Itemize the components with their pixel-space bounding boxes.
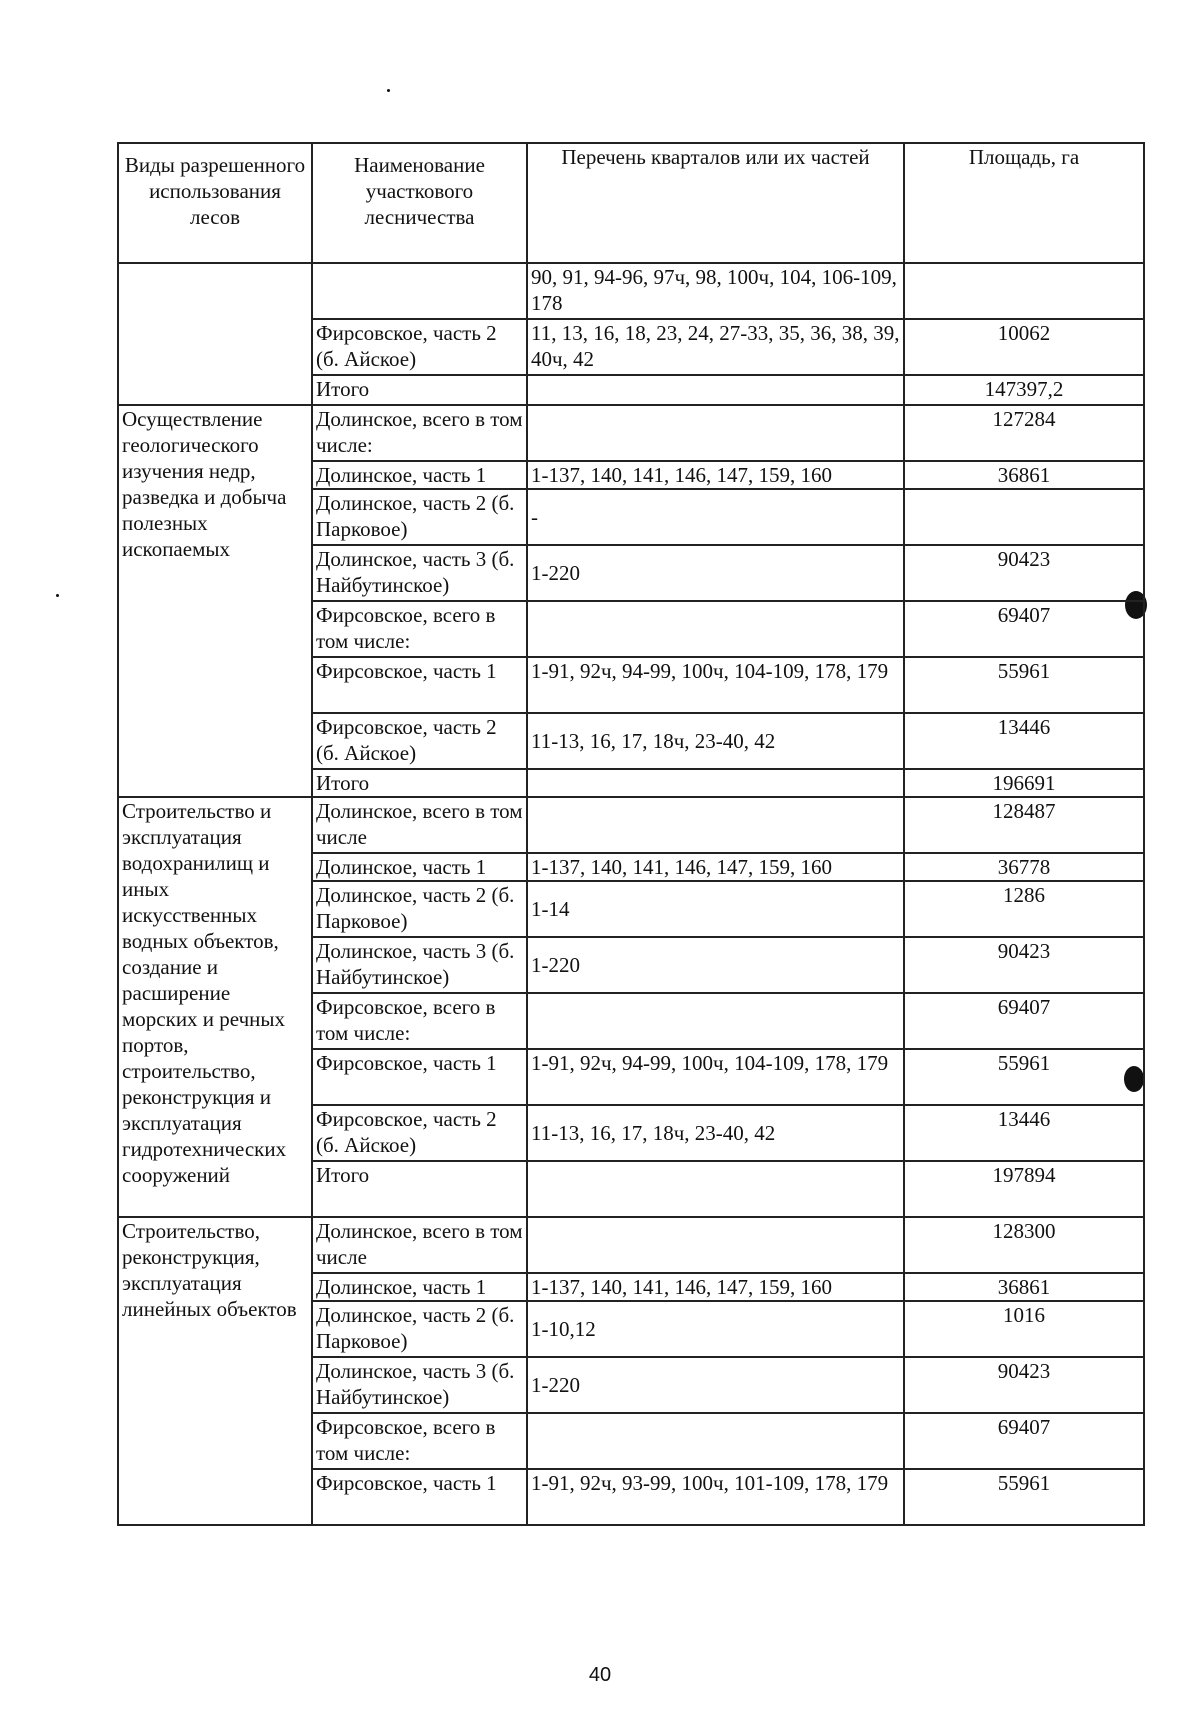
forestry-cell: Долинское, часть 1 [312, 1273, 527, 1301]
quarters-cell [527, 1217, 904, 1273]
forestry-cell: Фирсовское, часть 2 (б. Айское) [312, 1105, 527, 1161]
forest-use-table [117, 142, 1145, 1526]
forestry-cell: Фирсовское, часть 1 [312, 1049, 527, 1105]
quarters-cell: 1-14 [527, 881, 904, 937]
area-cell: 69407 [904, 993, 1144, 1049]
area-cell: 55961 [904, 657, 1144, 713]
forestry-cell: Фирсовское, всего в том числе: [312, 1413, 527, 1469]
quarters-cell [527, 375, 904, 405]
area-cell: 196691 [904, 769, 1144, 797]
forestry-cell: Долинское, всего в том числе: [312, 405, 527, 461]
header-kind: Виды разрешенного использования лесов [118, 143, 312, 263]
forestry-cell: Фирсовское, часть 2 (б. Айское) [312, 319, 527, 375]
table-row [118, 797, 1144, 853]
quarters-cell [527, 405, 904, 461]
quarters-cell: - [527, 489, 904, 545]
area-cell: 13446 [904, 713, 1144, 769]
area-cell: 90423 [904, 937, 1144, 993]
quarters-cell: 1-220 [527, 545, 904, 601]
quarters-cell [527, 769, 904, 797]
quarters-cell: 1-10,12 [527, 1301, 904, 1357]
table-row [118, 405, 1144, 461]
forestry-cell: Фирсовское, всего в том числе: [312, 601, 527, 657]
forestry-cell: Долинское, часть 1 [312, 461, 527, 489]
quarters-cell: 1-137, 140, 141, 146, 147, 159, 160 [527, 461, 904, 489]
quarters-cell: 1-220 [527, 937, 904, 993]
forestry-cell: Фирсовское, часть 1 [312, 657, 527, 713]
area-cell: 55961 [904, 1049, 1144, 1105]
table-header-row [118, 143, 1144, 263]
forestry-cell: Долинское, часть 2 (б. Парковое) [312, 489, 527, 545]
scan-speck [56, 594, 59, 597]
kind-cell: Осуществление геологического изучения недр, разведка и добыча полезных ископаемых [118, 405, 312, 797]
quarters-cell [527, 1413, 904, 1469]
forestry-cell: Итого [312, 769, 527, 797]
quarters-cell [527, 1161, 904, 1217]
forestry-cell: Долинское, часть 1 [312, 853, 527, 881]
quarters-cell: 11, 13, 16, 18, 23, 24, 27-33, 35, 36, 38, 39, 40ч, 42 [527, 319, 904, 375]
forestry-cell [312, 263, 527, 319]
quarters-cell: 11-13, 16, 17, 18ч, 23-40, 42 [527, 713, 904, 769]
quarters-cell: 1-137, 140, 141, 146, 147, 159, 160 [527, 1273, 904, 1301]
forestry-cell: Итого [312, 1161, 527, 1217]
quarters-cell: 1-91, 92ч, 94-99, 100ч, 104-109, 178, 179 [527, 1049, 904, 1105]
table-row [118, 1217, 1144, 1273]
quarters-cell: 90, 91, 94-96, 97ч, 98, 100ч, 104, 106-109, 178 [527, 263, 904, 319]
forestry-cell: Итого [312, 375, 527, 405]
quarters-cell: 11-13, 16, 17, 18ч, 23-40, 42 [527, 1105, 904, 1161]
forestry-cell: Долинское, часть 3 (б. Найбутинское) [312, 937, 527, 993]
forestry-cell: Фирсовское, всего в том числе: [312, 993, 527, 1049]
area-cell: 1286 [904, 881, 1144, 937]
table-row [118, 263, 1144, 319]
area-cell: 90423 [904, 1357, 1144, 1413]
page-number: 40 [588, 1664, 612, 1686]
area-cell: 147397,2 [904, 375, 1144, 405]
area-cell: 36778 [904, 853, 1144, 881]
area-cell: 69407 [904, 1413, 1144, 1469]
area-cell: 36861 [904, 1273, 1144, 1301]
quarters-cell: 1-137, 140, 141, 146, 147, 159, 160 [527, 853, 904, 881]
forestry-cell: Долинское, всего в том числе [312, 1217, 527, 1273]
area-cell [904, 263, 1144, 319]
forestry-cell: Долинское, всего в том числе [312, 797, 527, 853]
header-forestry: Наименование участкового лесничества [312, 143, 527, 263]
forestry-cell: Долинское, часть 2 (б. Парковое) [312, 881, 527, 937]
area-cell: 197894 [904, 1161, 1144, 1217]
quarters-cell: 1-91, 92ч, 93-99, 100ч, 101-109, 178, 179 [527, 1469, 904, 1525]
forestry-cell: Фирсовское, часть 2 (б. Айское) [312, 713, 527, 769]
area-cell: 69407 [904, 601, 1144, 657]
quarters-cell [527, 601, 904, 657]
area-cell: 128487 [904, 797, 1144, 853]
forestry-cell: Долинское, часть 3 (б. Найбутинское) [312, 545, 527, 601]
area-cell: 10062 [904, 319, 1144, 375]
forestry-cell: Долинское, часть 3 (б. Найбутинское) [312, 1357, 527, 1413]
forestry-cell: Фирсовское, часть 1 [312, 1469, 527, 1525]
header-quarters: Перечень кварталов или их частей [527, 143, 904, 263]
area-cell: 36861 [904, 461, 1144, 489]
quarters-cell: 1-91, 92ч, 94-99, 100ч, 104-109, 178, 179 [527, 657, 904, 713]
area-cell: 55961 [904, 1469, 1144, 1525]
kind-cell-continued [118, 263, 312, 405]
quarters-cell: 1-220 [527, 1357, 904, 1413]
header-area: Площадь, га [904, 143, 1144, 263]
kind-cell: Строительство, реконструкция, эксплуатация линейных объектов [118, 1217, 312, 1525]
area-cell: 127284 [904, 405, 1144, 461]
area-cell: 1016 [904, 1301, 1144, 1357]
area-cell: 13446 [904, 1105, 1144, 1161]
quarters-cell [527, 797, 904, 853]
forestry-cell: Долинское, часть 2 (б. Парковое) [312, 1301, 527, 1357]
kind-cell: Строительство и эксплуатация водохранилищ и иных искусственных водных объектов, создание и расширение морских и речных портов, строительство, реконструкция и эксплуатация гидротехнических сооружений [118, 797, 312, 1217]
quarters-cell [527, 993, 904, 1049]
area-cell: 90423 [904, 545, 1144, 601]
area-cell: 128300 [904, 1217, 1144, 1273]
area-cell [904, 489, 1144, 545]
scan-speck [387, 89, 390, 92]
